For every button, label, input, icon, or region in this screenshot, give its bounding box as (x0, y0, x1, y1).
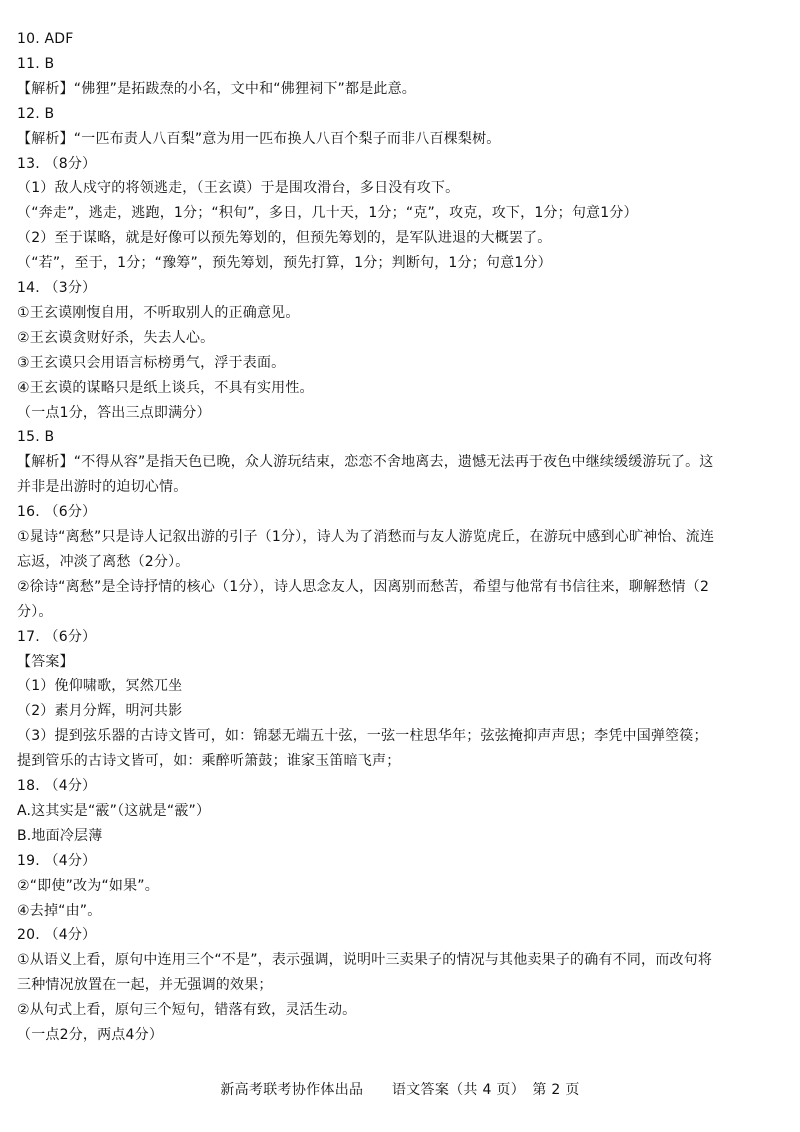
text-line: 19. （4分） (17, 852, 97, 869)
text-line: 【解析】“佛狸”是拓跋焘的小名，文中和“佛狸祠下”都是此意。 (17, 80, 417, 97)
text-line: 16. （6分） (17, 504, 97, 521)
text-line: 12. B (17, 105, 55, 122)
text-line: 并非是出游时的迫切心情。 (17, 479, 188, 496)
text-line: 提到管乐的古诗文皆可，如：乘醉听箫鼓；谁家玉笛暗飞声； (17, 753, 401, 770)
text-line: 【解析】“不得从容”是指天色已晚，众人游玩结束，恋恋不舍地离去，遗憾无法再于夜色中继续缓缓游玩了。这 (17, 454, 714, 471)
text-line: A.这其实是“霰”（这就是“霰”） (17, 802, 211, 819)
text-line: 分）。 (17, 603, 53, 620)
text-line: B.地面冷层薄 (17, 827, 103, 844)
page-footer: 新高考联考协作体出品 语文答案（共 4 页） 第 2 页 (220, 1082, 580, 1098)
text-line: ①晁诗“离愁”只是诗人记叙出游的引子（1分），诗人为了消愁而与友人游览虎丘，在游玩中感到心旷神怡、流连 (17, 529, 715, 545)
text-line: （2）素月分辉，明河共影 (17, 703, 183, 720)
text-line: 14. （3分） (17, 280, 97, 296)
text-line: ④王玄谟的谋略只是纸上谈兵，不具有实用性。 (17, 379, 314, 396)
text-line: 13. （8分） (17, 155, 97, 172)
text-line: （“若”，至于，1分；“豫筹”，预先筹划，预先打算，1分；判断句，1分；句意1分） (17, 255, 552, 272)
text-line: 18. （4分） (17, 778, 97, 794)
text-line: 17. （6分） (17, 628, 97, 645)
text-line: ②王玄谟贪财好杀，失去人心。 (17, 329, 215, 346)
text-line: 【答案】 (17, 653, 74, 670)
text-line: 10. ADF (17, 31, 74, 47)
text-line: ②“即使”改为“如果”。 (17, 877, 159, 894)
text-line: 20. （4分） (17, 927, 97, 944)
text-line: 三种情况放置在一起，并无强调的效果； (17, 977, 273, 994)
text-line: （1）俛仰啸歌，冥然兀坐 (17, 678, 183, 695)
text-line: （1）敌人戍守的将领逃走，（王玄谟）于是围攻滑台，多日没有攻下。 (17, 180, 460, 197)
text-line: 15. B (17, 429, 55, 446)
text-line: （2）至于谋略，就是好像可以预先筹划的，但预先筹划的，是军队进退的大概罢了。 (17, 230, 552, 247)
text-line: （一点1分，答出三点即满分） (17, 404, 211, 421)
text-line: 11. B (17, 55, 55, 72)
text-line: （“奔走”，逃走，逃跑，1分；“积旬”，多日，几十天，1分；“克”，攻克，攻下，1分；句意1分） (17, 205, 638, 222)
text-line: （3）提到弦乐器的古诗文皆可，如：锦瑟无端五十弦，一弦一柱思华年；弦弦掩抑声声思；李凭中国弹箜篌； (17, 728, 708, 745)
text-line: 【解析】“一匹布责人八百梨”意为用一匹布换人八百个梨子而非八百棵梨树。 (17, 130, 501, 147)
text-line: ③王玄谟只会用语言标榜勇气，浮于表面。 (17, 354, 286, 371)
text-line: ①从语义上看，原句中连用三个“不是”，表示强调，说明叶三卖果子的情况与其他卖果子的确有不同，而改句将 (17, 952, 713, 969)
text-line: ②从句式上看，原句三个短句，错落有致，灵活生动。 (17, 1002, 357, 1019)
text-line: ②徐诗“离愁”是全诗抒情的核心（1分），诗人思念友人，因离别而愁苦，希望与他常有书信往来，聊解愁情（2 (17, 578, 710, 595)
text-line: ④去掉“由”。 (17, 902, 102, 919)
text-line: （一点2分，两点4分） (17, 1027, 164, 1043)
text-line: ①王玄谟刚愎自用，不听取别人的正确意见。 (17, 304, 300, 321)
text-line: 忘返，冲淡了离愁（2分）。 (17, 553, 190, 570)
